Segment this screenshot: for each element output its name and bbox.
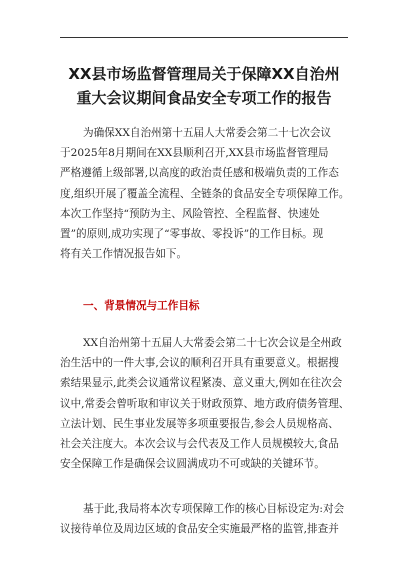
paragraph-line: 度,组织开展了覆盖全流程、全链条的食品安全专项保障工作。	[60, 187, 350, 200]
paragraph-line: 索结果显示,此类会议通常议程紧凑、意义重大,例如在往次会	[60, 377, 343, 390]
title-line: XX县市场监督管理局关于保障XX自治州	[68, 65, 340, 83]
paragraph-line: 基于此,我局将本次专项保障工作的核心目标设定为:对会	[83, 503, 345, 515]
document-title	[54, 62, 354, 110]
paragraph-line: 严格遵循上级部署,以高度的政治责任感和极端负责的工作态	[60, 167, 339, 180]
header-rule	[60, 37, 348, 38]
paragraph-line: XX自治州第十五届人大常委会第二十七次会议是全州政	[83, 337, 342, 349]
paragraph-line: 置”的原则,成功实现了“零事故、零投诉”的工作目标。现	[60, 228, 324, 241]
paragraph-line: 为确保XX自治州第十五届人大常委会第二十七次会议	[83, 127, 332, 139]
paragraph-line: 议中,常委会曾听取和审议关于财政预算、地方政府债务管理、	[60, 397, 350, 410]
goal-paragraph	[60, 499, 350, 539]
paragraph-line: 治生活中的一件大事,会议的顺利召开具有重要意义。根据搜	[60, 357, 339, 370]
paragraph-line: 议接待单位及周边区域的食品安全实施最严格的监管,排查并	[60, 523, 339, 536]
paragraph-line: 本次工作坚持“预防为主、风险管控、全程监督、快速处	[60, 207, 320, 220]
paragraph-line: 立法计划、民生事业发展等多项重要报告,参会人员规格高、	[60, 417, 339, 430]
paragraph-line: 于2025年8月期间在XX县顺利召开,XX县市场监督管理局	[60, 147, 329, 160]
paragraph-line: 安全保障工作是确保会议圆满成功不可或缺的关键环节。	[60, 458, 325, 471]
background-paragraph	[60, 333, 350, 474]
title-line: 重大会议期间食品安全专项工作的报告	[76, 89, 332, 107]
section-heading: 一、背景情况与工作目标	[83, 300, 200, 312]
paragraph-line: 将有关工作情况报告如下。	[60, 248, 188, 261]
intro-paragraph	[60, 123, 350, 264]
paragraph-line: 社会关注度大。本次会议与会代表及工作人员规模较大,食品	[60, 438, 339, 451]
